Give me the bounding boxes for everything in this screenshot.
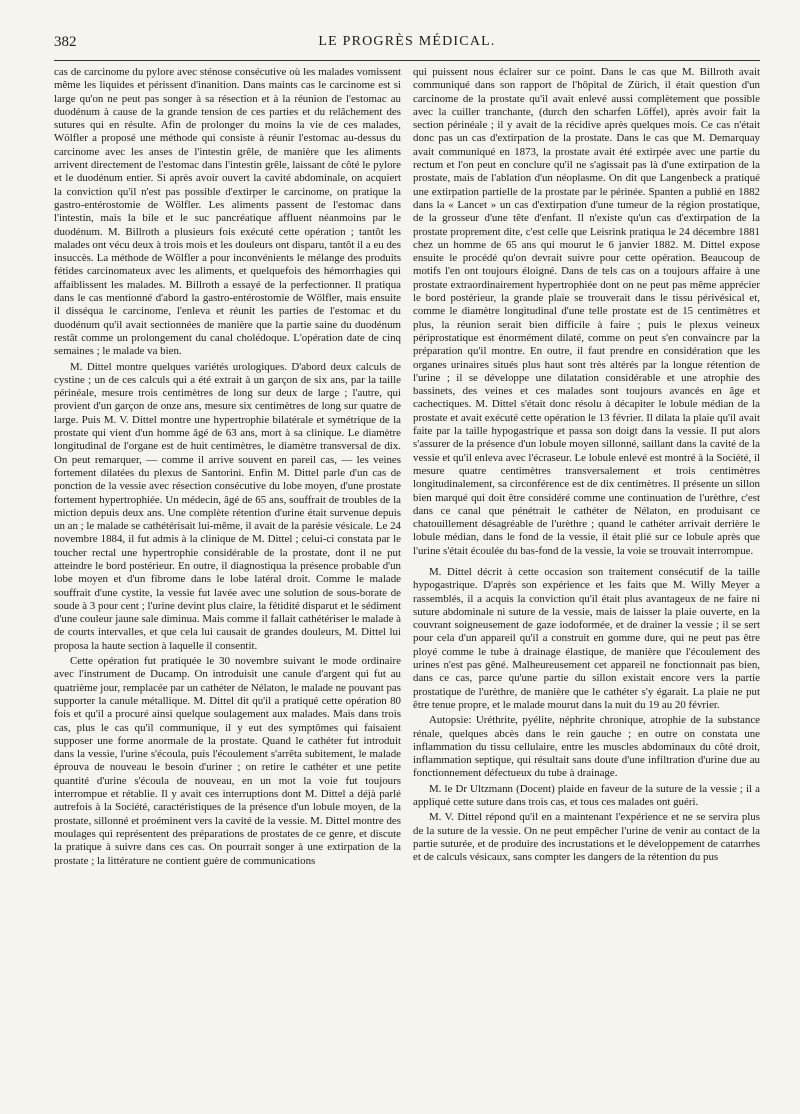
paragraph: M. V. Dittel répond qu'il en a maintenant l'expérience et ne se servira plus de la suture de la vessie. On ne peut empêcher l'urine de venir au contact de la partie suturée, et de produire des incrustations et le développement de catarrhes et de calculs vésicaux, sans compter les dangers de la rétention du pus (413, 811, 760, 864)
paragraph: Cette opération fut pratiquée le 30 novembre suivant le mode ordinaire avec l'instrument de Ducamp. On introduisit une canule d'argent qui fut au quatrième jour, remplacée par un cathéter de Nélaton, le malade ne pouvant pas supporter la canule métallique. M. Dittel dit qu'il a pratiqué cette opération 80 fois et qu'il a procuré ainsi quelque soulagement aux malades. Mais dans trois cas, plus le cas qu'il communique, il y eut des symptômes qui faisaient supposer une forme anormale de la prostate. Quand le cathéter fut introduit dans la vessie, l'urine s'écoula, puis l'écoulement s'arrêta subitement, le malade éprouva de nouveau le besoin d'uriner ; on retire le cathéter et une petite quantité d'urine s'écoula de nouveau, en un mot la voie fut toujours interrompue et rétablie. Il y avait ces interruptions dont M. Dittel a déjà parlé autrefois à la Société, caractéristiques de la présence d'un lobule moyen, de la prostate, sillonné et proéminent vers la cavité de la vessie. M. Dittel montre des moulages qui représentent des préparations de prostates de ce genre, et discute la pratique à suivre dans ces cas. On pourrait songer à une extirpation de la prostate ; la littérature ne contient guère de communications (54, 655, 401, 867)
running-header (54, 34, 760, 56)
left-column (54, 66, 401, 1104)
paragraph: qui puissent nous éclairer sur ce point. Dans le cas que M. Billroth avait communiqué dans son rapport de l'hôpital de Zürich, il était question d'un carcinome de la prostate qu'il avait enlevé aussi complètement que possible avec la cuiller tranchante, (durch den scharfen Löffel), après avoir fait la section périnéale ; il y avait de la récidive après quelques mois. Ce cas n'était donc pas un cas d'extirpation de la prostate. Dans le cas que M. Demarquay avait communiqué en 1873, la prostate avait été extirpée avec une partie du rectum et l'on peut en conclure qu'il ne s'agissait pas là d'une extirpation de la prostate, mais de l'ablation d'un néoplasme. On dit que Langenbeck a pratiqué une extirpation partielle de la prostate par le périnée. Spanten a publié en 1882 dans la « Lancet » un cas d'extirpation d'une tumeur de la région prostatique, de la grosseur d'une tête d'enfant. Il n'existe qu'un cas d'extirpation de la prostate proprement dite, c'est celle que Leisrink pratiqua le 24 décembre 1881 chez un homme de 65 ans qui mourut le 6 janvier 1882. M. Dittel expose ensuite le procédé qu'on devrait suivre pour cette opération. Beaucoup de motifs l'en ont toujours éloigné. Dans de tels cas on a toujours affaire à une prostate extraordinairement hypertrophiée dont on ne peut pas même apprécier le bord postérieur, la grande plaie se trouverait dans le tissu périvésical et, comme le diamètre longitudinal d'une telle prostate est de 15 centimètres et plus, la réunion serait bien difficile à faire ; puis le plexus veineux périprostatique est énormément dilaté, comme on peut s'en convaincre par la préparation qu'il montre. En outre, il faut prendre en considération que les organes urinaires situés plus haut sont très altérés par la longue rétention de l'urine ; il se développe une dilatation considérable et une atrophie des bassinets, des veines et ces malades sont toujours avancés en âge et cachectiques. M. Dittel s'était donc résolu à décapiter le lobule médian de la prostate et avait exécuté cette opération le 13 février. Il dilata la plaie qu'il avait faite par la taille hypogastrique et passa son doigt dans la vessie. Il put alors s'assurer de la présence d'un lobule moyen sillonné, saillant dans la cavité de la vessie et qu'il enleva avec l'écraseur. Le lobule enlevé est montré à la Société, il mesure quatre centimètres transversalement et trois centimètres longitudinalement, sa circonférence est de dix centimètres. Il présente un sillon bien marqué qui doit être considéré comme une continuation de l'urèthre, c'est dans ce canal que pénétrait le cathéter de Nélaton, en produisant ce chatouillement désagréable de l'urèthre ; quand le cathéter arrivait derrière le lobule médian, dans le fond de la vessie, il était plié sur ce lobule après que l'urine s'était écoulée du bas-fond de la vessie, la voie se trouvait interrompue. (413, 66, 760, 557)
article-body (54, 66, 760, 1104)
header-rule (54, 60, 760, 61)
paragraph: Autopsie: Uréthrite, pyélite, néphrite chronique, atrophie de la substance rénale, quelques abcès dans le rein gauche ; en outre on constata une inflammation du tissu cellulaire, entre les muscles abdominaux du côté droit, inflammation septique, qui résultait sans doute d'une infiltration d'urine due au fonctionnement défectueux du tube à drainage. (413, 714, 760, 780)
right-column (413, 66, 760, 1104)
journal-title: LE PROGRÈS MÉDICAL. (318, 34, 496, 49)
paragraph: cas de carcinome du pylore avec sténose consécutive où les malades vomissent même les liquides et périssent d'inanition. Dans maints cas le carcinome est si large qu'on ne peut pas songer à sa résection et à la réunion de l'estomac au duodénum à cause de la grande tension de ces parties et du relâchement des sutures qui en résulte. Afin de prolonger du moins la vie de ces malades, Wölfler a proposé une méthode qui consiste à réunir l'estomac au-dessus du carcinome avec les anses de l'intestin grêle, de manière que les aliments arrivent directement de l'estomac dans l'intestin grêle, laissant de côté le pylore et le duodénum entier. Si après avoir ouvert la cavité abdominale, on acquiert la conviction qu'il n'est pas possible d'extirper le carcinome, on pratique la gastro-entérostomie de Wölfler. Les aliments passent de l'estomac dans l'intestin, mais la bile et le suc pancréatique affluent néanmoins par le duodénum. M. Billroth a plusieurs fois exécuté cette opération ; tantôt les malades ont vécu deux à trois mois et les douleurs ont disparu, tantôt il a eu des insuccès. La méthode de Wölfler a pour inconvénients le mélange des produits fétides carcinomateux avec les aliments, et quelquefois des hémorrhagies qui affaiblissent les malades. M. Billroth a essayé de la perfectionner. Il pratiqua dans le cas mentionné d'abord la gastro-entérostomie de Wölfler, mais ensuite il disséqua le carcinome, l'enleva et réunit les parties de l'estomac et du duodénum qu'il avait sectionnées de manière que la partie saine du duodénum restât comme un prolongement du canal cholédoque. L'opération date de cinq semaines ; le malade va bien. (54, 66, 401, 358)
paragraph: M. Dittel montre quelques variétés urologiques. D'abord deux calculs de cystine ; un de ces calculs qui a été extrait à un garçon de six ans, par la taille périnéale, mesure trois centimètres de long sur deux de large ; l'autre, qui provient d'un garçon de onze ans, mesure six centimètres de long sur quatre de large. Puis M. V. Dittel montre une hypertrophie bilatérale et symétrique de la prostate qui vient d'un homme âgé de 63 ans, mort à sa clinique. Le diamètre longitudinal de l'organe est de huit centimètres, le diamètre transversal de dix. On peut remarquer, — comme il arrive souvent en pareil cas, — les veines fortement dilatées du plexus de Santorini. Enfin M. Dittel parle d'un cas de ponction de la vessie avec résection consécutive du lobe moyen, d'une prostate fortement hypertrophiée. Un médecin, âgé de 65 ans, souffrait de troubles de la miction depuis deux ans. Une complète rétention d'urine était survenue depuis un an ; le malade se cathétérisait lui-même, il avait de la parésie vésicale. Le 24 novembre 1884, il fut admis à la clinique de M. Dittel ; celui-ci constata par le toucher rectal une hypertrophie considérable de la prostate, dont il ne put atteindre le bord postérieur. En outre, il diagnostiqua la présence probable d'un lobe moyen et d'un fibrome dans le lobe latéral droit. Comme le malade souffrait d'une cystite, la vessie fut lavée avec une solution de sous-borate de soude à 3 pour cent ; l'urine devint plus claire, la fétidité disparut et le sédiment d'une couleur jaune sale diminua. Mais comme il fallait cathétériser le malade à de courts intervalles, et que cela lui causait de grandes douleurs, M. Dittel lui proposa la haute section à laquelle il consentit. (54, 360, 401, 652)
page-number: 382 (54, 34, 77, 50)
paragraph: M. le Dr Ultzmann (Docent) plaide en faveur de la suture de la vessie ; il a appliqué cette suture dans trois cas, et tous ces malades ont guéri. (413, 782, 760, 809)
paragraph: M. Dittel décrit à cette occasion son traitement consécutif de la taille hypogastrique. D'après son expérience et les faits que M. Willy Meyer a rassemblés, il a acquis la conviction qu'il était plus avantageux de ne faire ni suture abdominale ni suture de la vessie, mais de laisser la plaie ouverte, en la couvrant soigneusement de gaze iodoformée, et de drainer la vessie ; il se sert pour cela d'un appareil qu'il a construit en gomme dure, qui ne peut pas être ployé comme le tube à drainage élastique, de manière que l'écoulement des urines n'est pas gêné. Malheureusement cet appareil ne fonctionnait pas bien, dans ce cas, parce qu'une partie du sillon existait encore vers la partie prostatique de l'urèthre, de manière que le cathéter s'y égarait. La plaie ne put être tenue propre, et le malade mourut dans la nuit du 19 au 20 février. (413, 565, 760, 711)
